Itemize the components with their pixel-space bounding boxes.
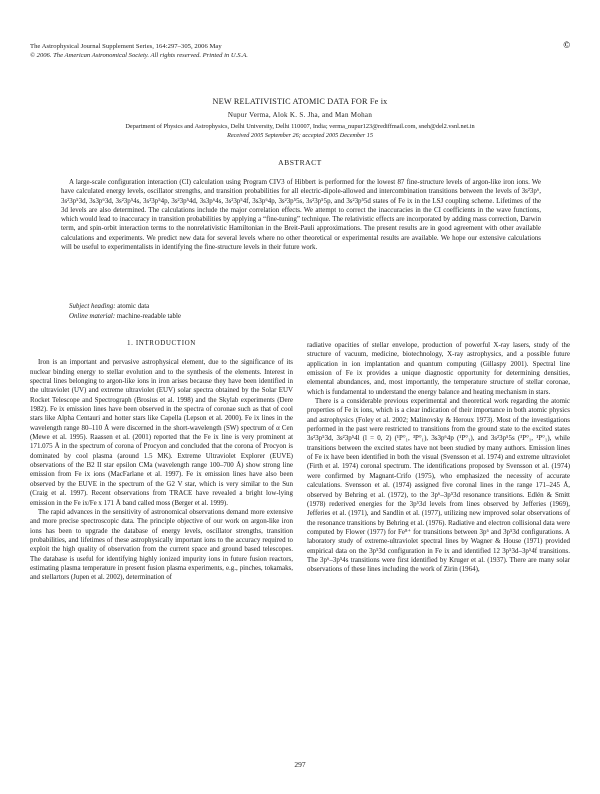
title-block xyxy=(30,97,570,140)
subject-heading-label: Subject heading: xyxy=(69,303,116,310)
paragraph: The rapid advances in the sensitivity of astronomical observations demand more extensive and more precise spectroscopic data. The principle objective of our work on argon-like iron ions has been to upgrade the database of energy levels, oscillator strengths, transition probabilities, and lifetimes of these astrophysically important ions to the accuracy required to exploit the high quality of observation from the current space and ground based telescopes. The database is useful for identifying highly ionized impurity ions in future fusion reactors, estimating plasma temperature in present fusion plasma experiments, e.g., pinches, tokamaks, and stellartors (Jupen et al. 2002), determination of xyxy=(30,507,293,582)
paper-title: NEW RELATIVISTIC ATOMIC DATA FOR Fe ix xyxy=(212,97,388,106)
metadata xyxy=(61,302,541,322)
received-dates: Received 2005 September 26; accepted 2005 December 15 xyxy=(227,131,373,139)
page-number: 297 xyxy=(294,760,306,769)
abstract-heading: ABSTRACT xyxy=(278,158,322,167)
paragraph: There is a considerable previous experimental and theoretical work regarding the atomic properties of Fe ix ions, which is a clear indication of their importance in both atomic physics and astrophysics (Foley et al. 2002; Malinovsky & Heroux 1973). Most of the investigations performed in the past were restricted to transitions from the ground state to the excited states 3s²3p⁵3d, 3s²3p⁵4l (l = 0, 2) (¹P°₁, ³P°₁), 3s3p⁶4p (¹P°₁), and 3s²3p⁵5s (³P°₁, ¹P°₁), while transitions between the excited states have not been studied by many authors. Emission lines of Fe ix have been identified in both the visual (Svensson et al. 1974) and extreme ultraviolet (Firth et al. 1974) coronal spectrum. The identifications proposed by Svensson et al. (1974) were confirmed by Magnant-Crifo (1975), who emphasized the necessity of accurate calculations. Svensson et al. (1974) assigned five coronal lines in the range 171–245 Å, observed by Behring et al. (1972), to the 3p⁶–3p⁵3d resonance transitions. Edlén & Smitt (1978) rederived energies for the 3p⁵3d levels from lines observed by Jefferies (1969), Jefferies et al. (1971), and Sandlin et al. (1977), utilizing new improved solar observations of the resonance transitions by Behring et al. (1976). Radiative and electron collisional data were computed by Flower (1977) for Fe⁸⁺ for transitions between 3p⁶ and 3p⁵3d configurations. A laboratory study of extreme-ultraviolet spectral lines by Wagner & House (1971) provided empirical data on the 3p⁵3d configuration in Fe ix and identified 12 3p⁵3d–3p⁵4f transitions. The 3p⁶–3p⁵4s transitions were first identified by Kruger et al. (1937). There are many solar observations of these lines including the work of Zirin (1964), xyxy=(307,397,570,574)
online-material-row xyxy=(61,312,541,322)
journal-citation: The Astrophysical Journal Supplement Series, 164:297–305, 2006 May xyxy=(30,43,222,50)
right-column xyxy=(307,341,570,575)
online-material-label: Online material: xyxy=(69,313,116,320)
authors: Nupur Verma, Alok K. S. Jha, and Man Mohan xyxy=(227,111,373,119)
journal-header xyxy=(30,42,570,60)
paragraph: radiative opacities of stellar envelope, production of powerful X-ray lasers, study of the structure of vacuum, medicine, biotechnology, X-ray astrophysics, and a possible future application in ion implantation and quantum computing (Gillaspy 2001). Spectral line emission of Fe ix provides a unique diagnostic opportunity for determining densities, elemental abundances, and, most importantly, the temperature structure of stellar coronae, which is fundamental to understand the energy balance and heating mechanism in stars. xyxy=(307,341,570,396)
copyright-line: © 2006. The American Astronomical Society. All rights reserved. Printed in U.S.A. xyxy=(30,52,248,59)
paragraph: Iron is an important and pervasive astrophysical element, due to the significance of its nuclear binding energy to stellar evolution and to the synthesis of the elements. Interest in spectral lines belonging to argon-like ions in iron arises because they have been identified in the ultraviolet (UV) and extreme ultraviolet (EUV) solar spectra obtained by the Solar EUV Rocket Telescope and Spectrograph (Brosius et al. 1998) and the Skylab experiments (Dere 1982). Fe ix emission lines have been observed in the spectra of coronae such as that of cool stars like Alpha Centauri and hotter stars like Capella (Lepson et al. 2000). Fe ix lines in the wavelength range 80–110 Å were discerned in the short-wavelength (SW) spectrum of α Cen (Mewe et al. 1995). Raassen et al. (2001) reported that the Fe ix line is very prominent at 171.075 Å in the spectrum of corona of Procyon and concluded that the corona of Procyon is dominated by cool plasma (around 1.5 MK). Extreme Ultraviolet Explorer (EUVE) observations of the B2 II star epsilon CMa (wavelength range 100–700 Å) show strong line emission from Fe ix ions (MacFarlane et al. 1997). Fe ix emission lines have also been observed by the EUVE in the spectrum of the G2 V star, which is very similar to the Sun (Craig et al. 1997). Recent observations from TRACE have revealed a bright low-lying emission in the Fe ix/Fe x 171 Å band called moss (Berger et al. 1999). xyxy=(30,358,293,507)
online-material-value: machine-readable table xyxy=(116,313,181,320)
left-column xyxy=(30,339,293,583)
abstract-text: A large-scale configuration interaction (CI) calculation using Program CIV3 of Hibbert is performed for the lowest 87 fine-structure levels of argon-like iron ions. We have calculated energy levels, oscillator strengths, and transition probabilities for all electric-dipole-allowed and intercombination transitions between the levels of 3s²3p⁶, 3s²3p⁵3d, 3s3p⁶3d, 3s²3p⁵4s, 3s²3p⁵4p, 3s²3p⁵4d, 3s3p⁶4s, 3s²3p⁵4f, 3s3p⁶4p, 3s²3p⁵5s, 3s²3p⁵5p, and 3s²3p⁵5d states of Fe ix in the LSJ coupling scheme. Lifetimes of the 3d levels are also determined. The calculations include the major correlation effects. We attempt to correct the inaccuracies in the CI coefficients in the wave functions, which would lead to inaccuracy in transition probabilities by applying a “fine-tuning” technique. The relativistic effects are incorporated by adding mass correction, Darwin term, and spin-orbit interaction terms to the nonrelativistic Hamiltonian in the Breit-Pauli approximations. The present results are in good agreement with other available calculations and experiments. We predict new data for several levels where no other theoretical or experimental results are available. We hope our extensive calculations will be useful to experimentalists in identifying the fine-structure levels in their future work. xyxy=(61,177,541,252)
copyright-icon: © xyxy=(563,40,570,50)
affiliation: Department of Physics and Astrophysics, Delhi University, Delhi 110007, India; verma_nupur123@rediffmail.com, sneh@del2.vsnl.net.in xyxy=(125,123,475,130)
section-heading: 1. INTRODUCTION xyxy=(127,339,196,347)
subject-heading-row xyxy=(61,302,541,312)
subject-heading-value: atomic data xyxy=(117,303,150,310)
